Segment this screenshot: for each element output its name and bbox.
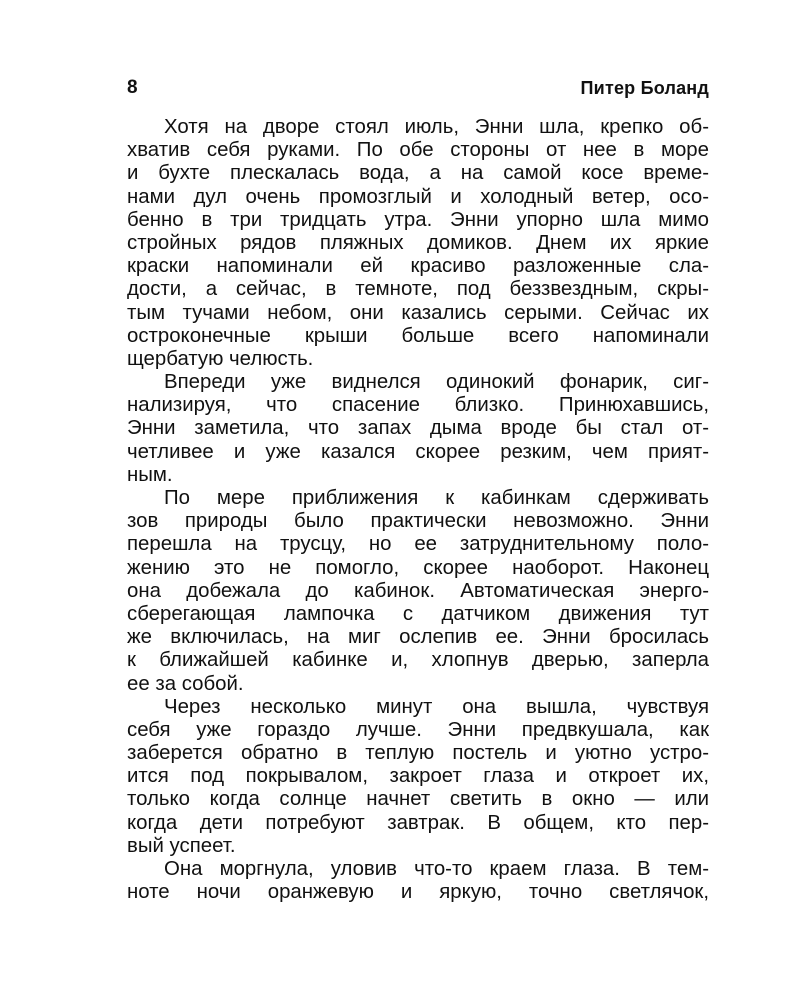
text-line: жению это не помогло, скорее наоборот. Наконец — [127, 556, 709, 579]
text-line: Хотя на дворе стоял июль, Энни шла, крепко об- — [164, 116, 709, 138]
text-line: краски напоминали ей красиво разложенные сла- — [127, 255, 709, 278]
text-line: хватив себя руками. По обе стороны от нее в море — [127, 139, 709, 162]
text-line: ится под покрывалом, закроет глаза и откроет их, — [127, 765, 709, 788]
text-line: Энни заметила, что запах дыма вроде бы стал от- — [127, 417, 709, 440]
text-line: Впереди уже виднелся одинокий фонарик, сиг- — [164, 371, 709, 394]
text-line: Она моргнула, уловив что-то краем глаза. В тем- — [164, 858, 709, 880]
paragraph-4 — [127, 696, 709, 858]
text-line: нами дул очень промозглый и холодный ветер, осо- — [127, 185, 709, 208]
text-line: остроконечные крыши больше всего напоминали — [127, 324, 709, 347]
text-line: бенно в три тридцать утра. Энни упорно шла мимо — [127, 208, 709, 231]
text-line: ным. — [127, 463, 173, 486]
text-line: нализируя, что спасение близко. Принюхавшись, — [127, 394, 709, 417]
text-line: она добежала до кабинок. Автоматическая энерго- — [127, 579, 709, 602]
paragraph-5 — [127, 858, 709, 904]
text-line: четливее и уже казался скорее резким, чем прият- — [127, 440, 709, 463]
text-line: же включилась, на миг ослепив ее. Энни бросилась — [127, 626, 709, 649]
page-header — [127, 76, 709, 100]
text-line: Через несколько минут она вышла, чувствуя — [164, 695, 709, 718]
text-line: только когда солнце начнет светить в окно — или — [127, 788, 709, 811]
text-line: и бухте плескалась вода, а на самой косе време- — [127, 162, 709, 185]
text-line: тым тучами небом, они казались серыми. Сейчас их — [127, 301, 709, 324]
paragraph-1 — [127, 116, 709, 371]
running-head-author: Питер Боланд — [580, 78, 709, 98]
text-line: ноте ночи оранжевую и яркую, точно светлячок, — [127, 881, 709, 904]
text-line: себя уже гораздо лучше. Энни предвкушала, как — [127, 718, 709, 741]
page-number: 8 — [127, 77, 138, 98]
text-line: ее за собой. — [127, 672, 244, 695]
body-text — [127, 116, 709, 904]
text-line: сберегающая лампочка с датчиком движения тут — [127, 602, 709, 625]
text-line: зов природы было практически невозможно. Энни — [127, 510, 709, 533]
paragraph-3 — [127, 487, 709, 696]
text-line: когда дети потребуют завтрак. В общем, кто пер- — [127, 811, 709, 834]
text-line: стройных рядов пляжных домиков. Днем их яркие — [127, 231, 709, 254]
text-line: щербатую челюсть. — [127, 347, 314, 370]
text-line: вый успеет. — [127, 834, 236, 857]
paragraph-2 — [127, 371, 709, 487]
text-line: перешла на трусцу, но ее затруднительному поло- — [127, 533, 709, 556]
text-line: к ближайшей кабинке и, хлопнув дверью, заперла — [127, 649, 709, 672]
text-line: По мере приближения к кабинкам сдерживать — [164, 487, 709, 509]
text-line: дости, а сейчас, в темноте, под беззвездным, скры- — [127, 278, 709, 301]
text-line: заберется обратно в теплую постель и уютно устро- — [127, 742, 709, 765]
